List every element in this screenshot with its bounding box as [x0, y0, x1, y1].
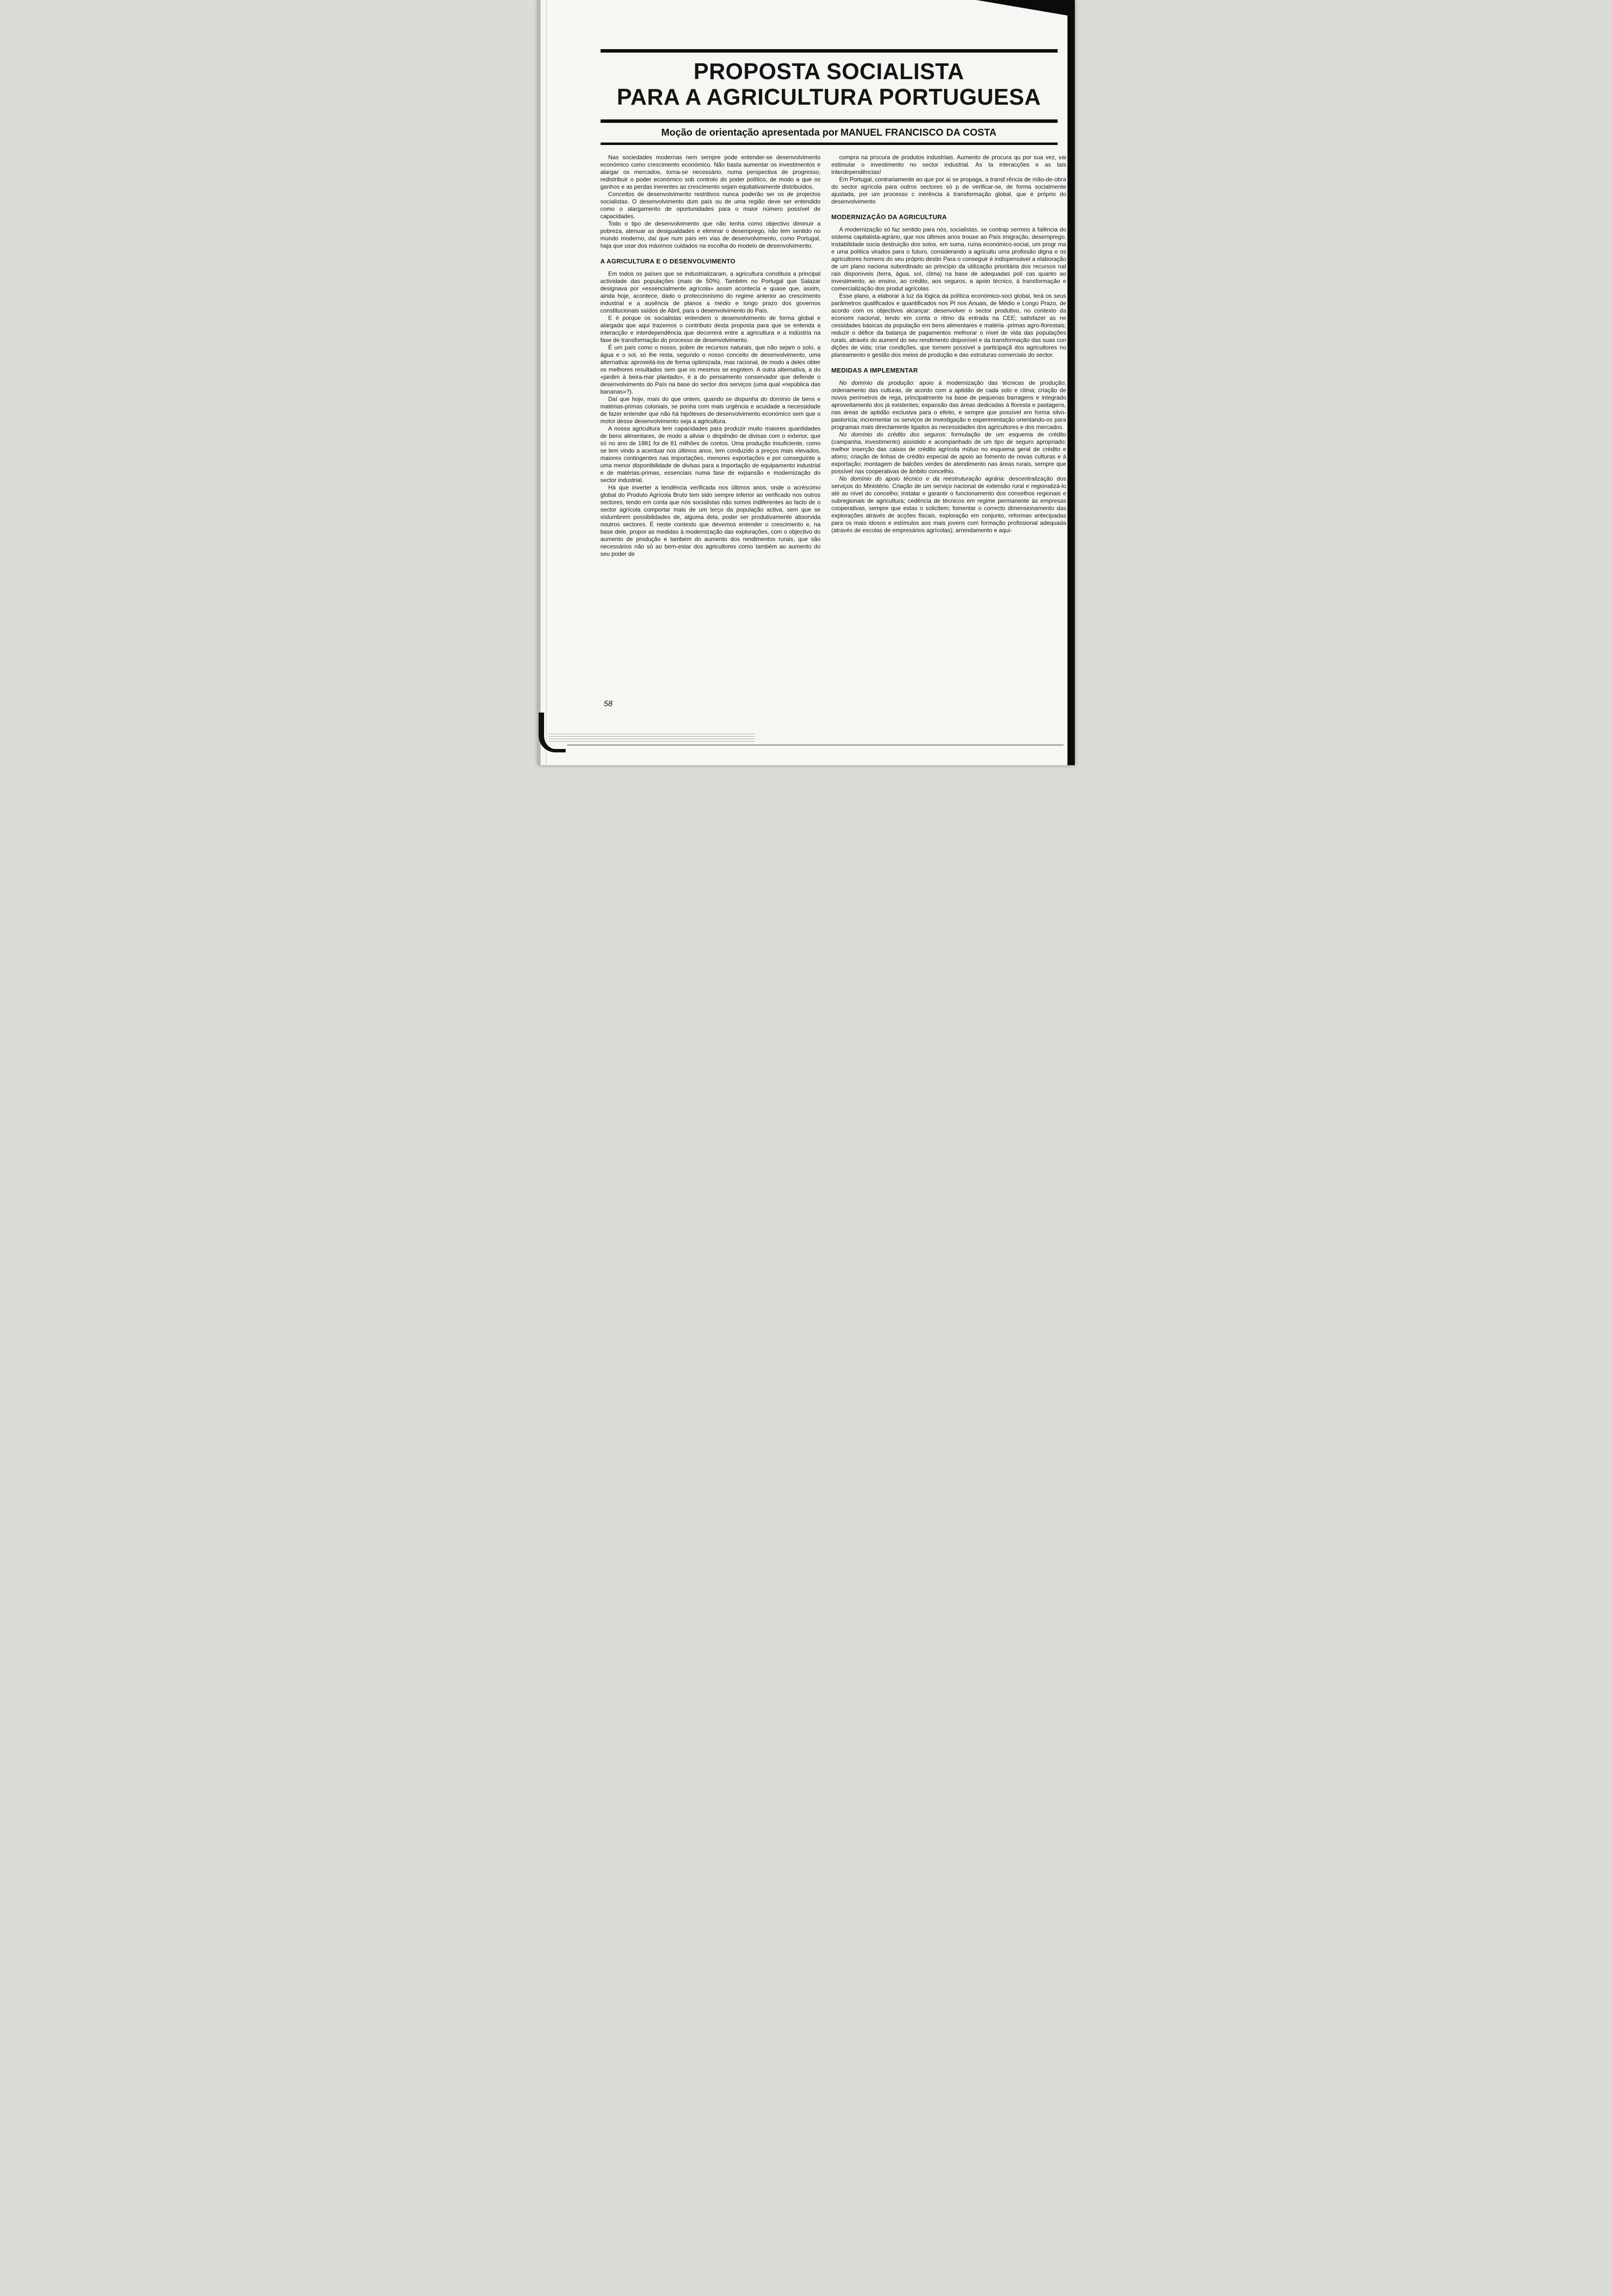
subtitle-author: MANUEL FRANCISCO DA COSTA	[840, 127, 997, 138]
scan-edge-strip	[1067, 0, 1075, 765]
scan-left-edge-line	[546, 0, 547, 765]
scan-bottom-rule	[567, 745, 1064, 746]
section-heading-modernizacao: MODERNIZAÇÃO DA AGRICULTURA	[831, 213, 947, 221]
right-continuation-paragraphs	[832, 154, 1066, 205]
paragraph: É um país como o nosso, pobre de recursos naturais, que não sejam o solo, a água e o sol, só lhe resta, segundo o nosso conceito de desenvolvimento, uma alternativa: aproveitá-los de forma optimizada, mas racional, de modo a deles obter os melhores resultados sem que os mesmos se esgotem. A outra alternativa, a do «jardim à beira-mar plantado», é a do pensamento conservador que defende o desenvolvimento do País na base do sector dos serviços (uma qual «república das bananas»?).	[600, 344, 821, 395]
paragraph: A modernização só faz sentido para nós, socialistas, se contrap sermos à falência do sistema capitalista-agrário, que nos últimos anos trouxe ao País imigração, desemprego, instabilidade socia destruição dos solos, em suma, ruína económico-social, um progr ma e uma política virados para o futuro, considerando a agricultu uma profissão digna e os agricultores homens do seu próprio destin Para o conseguir é indispensável a elaboração de um plano naciona subordinado ao princípio da utilização prioritária dos recursos nat rais disponíveis (terra, água, sol, clima) na base de adequadas polí cas quanto ao investimento, ao ensino, ao crédito, aos seguros, a apoio técnico, à transformação e comercialização dos produt agrícolas.	[831, 226, 1066, 292]
scan-corner-wedge	[977, 0, 1075, 17]
paragraph: compra na procura de produtos industriais. Aumento de procura qu por sua vez, vai estimular o investimento no sector industrial. As ta interacções e as tais interdependências!	[831, 154, 1066, 175]
paragraph-lead: No domínio do crédito dos seguros:	[839, 431, 951, 438]
paragraph: Em Portugal, contrariamente ao que por aí se propaga, a transf rência de mão-de-obra do sector agrícola para outros sectores só p de verificar-se, de forma socialmente ajustada, por um processo c inerência à transformação global, que é próprio do desenvolvimento	[831, 176, 1066, 205]
article-title-line2: PARA A AGRICULTURA PORTUGUESA	[617, 84, 1041, 110]
scan-corner-mark	[539, 713, 566, 752]
right-column	[832, 154, 1066, 558]
paragraph-lead: No domínio da produção:	[839, 379, 920, 386]
paragraph: No domínio do apoio técnico e da reestruturação agrária: descentralização dos serviços do Ministério. Criação de um serviço nacional de extensão rural e regionalizá-lo até ao nível do concelho; instalar e garantir o funcionamento dos conselhos regionais e subregionais de agricultura; cedência de técnicos em regime permanente às empresas cooperativas, sempre que estas o solicitem; fomentar o correcto dimensionamento das explorações através de acções fiscais, exploração em conjunto, reformas antecipadas para os mais idosos e estímulos aos mais jovens com formação profissional adequada (através de escolas de empresários agrícolas); arrendamento e aqui-	[831, 475, 1066, 534]
paragraph: Em todos os países que se industrializaram, a agricultura constituía a principal actividade das populações (mais de 50%). Também no Portugal que Salazar designava por «essencialmente agrícola» assim acontecia e quase que, assim, ainda hoje, acontece, dado o proteccionismo do regime anterior ao crescimento industrial e a ausência de planos a médio e longo prazo dos governos constitucionais saídos de Abril, para o desenvolvimento do País.	[600, 270, 821, 314]
section-heading-medidas: MEDIDAS A IMPLEMENTAR	[831, 367, 918, 374]
left-intro-paragraphs	[601, 154, 821, 250]
paragraph: Há que inverter a tendência verificada nos últimos anos, onde o acréscimo global do Produto Agrícola Bruto tem sido sempre inferior ao verificado nos outros sectores, tendo em conta que nós socialistas não somos indiferentes ao facto de o sector agrícola comportar mais de um terço da população activa, sem que se vislumbrem possibilidades de, alguma dela, poder ser produtivamente absorvida noutros sectores. É neste contexto que devemos entender o crescimento e, na base dele, propor as medidas à modernização das explorações, com o objectivo do aumento de produção e também do aumento dos rendimentos rurais, que são necessários não só ao bem-estar dos agricultores como também ao aumento do seu poder de	[600, 484, 821, 557]
paragraph: Todo o tipo de desenvolvimento que não tenha como objectivo diminuir a pobreza, atenuar as desigualdades e eliminar o desemprego, não tem sentido no mundo moderno, daí que num país em vias de desenvolvimento, como Portugal, haja que usar dos máximos cuidados na escolha do modelo de desenvolvimento.	[600, 220, 821, 249]
paragraph: Daí que hoje, mais do que ontem, quando se dispunha do domínio de bens e matérias-primas coloniais, se ponha com mais urgência e acuidade a necessidade de fazer entender que não há hipóteses de desenvolvimento económico sem que o motor desse desenvolvimento seja a agricultura.	[600, 396, 821, 425]
section-heading-agricultura-desenvolvimento: A AGRICULTURA E O DESENVOLVIMENTO	[600, 258, 736, 265]
paragraph: No domínio do crédito dos seguros: formulação de um esquema de crédito (campanha, investimento) assistido e acompanhado de um tipo de seguro apropriado; melhor inserção das caixas de crédito agrícola mútuo no esquema geral de crédito e aforro; criação de linhas de crédito especial de apoio ao fomento de novas culturas e à exportação; montagem de balcões verdes de atendimento nas áreas rurais, sempre que possível nas cooperativas de âmbito concelhio.	[831, 431, 1066, 475]
top-rule	[601, 49, 1058, 53]
paragraph-lead: No domínio do apoio técnico e da reestruturação agrária:	[839, 475, 1009, 482]
subtitle-text: Moção de orientação apresentada por	[661, 127, 838, 138]
scan-left-edge-shade	[538, 0, 541, 765]
page-number: 58	[604, 700, 613, 708]
article-title	[601, 58, 1058, 110]
paragraph: No domínio da produção: apoio à modernização das técnicas de produção; ordenamento das culturas, de acordo com a aptidão de cada solo e clima; criação de novos perímetros de rega, principalmente na base de pequenas barragens e integrado aproveitamento dos já existentes; expansão das áreas dedicadas à floresta e pastagens, nas áreas de aptidão exclusiva para o efeito, e sempre que possível em forma silvo-pastorícia; incrementar os serviços de investigação e experimentação orientando-os para programas mais directamente ligados às necessidades dos agricultores e dos mercados.	[831, 379, 1066, 430]
article-title-line1: PROPOSTA SOCIALISTA	[693, 58, 964, 84]
scanned-document-page	[538, 0, 1075, 765]
paragraph: Nas sociedades modernas nem sempre pode entender-se desenvolvimento económico como crescimento económico. Não basta aumentar os investimentos e alargar os mercados, torna-se necessário, numa perspectiva de progresso, redistribuir o poder económico sob controlo do poder político, de modo a que os ganhos e as perdas inerentes ao crescimento sejam equitativamente distribuídos.	[600, 154, 821, 190]
right-section1-paragraphs	[832, 226, 1066, 359]
paragraph: Conceitos de desenvolvimento restritivos nunca poderão ser os de projectos socialistas. O desenvolvimento dum país ou de uma região deve ser entendido como o alargamento de oportunidades para o maior número possível de capacidades.	[600, 191, 821, 220]
paragraph: E é porque os socialistas entendem o desenvolvimento de forma global e alargada que aqui trazemos o contributo desta proposta para que se entenda a interacção e interdependência que decorrerá entre a agricultura e a indústria na fase de transformação do processo de desenvolvimento.	[600, 315, 821, 344]
article-body	[601, 154, 1075, 558]
left-section-paragraphs	[601, 270, 821, 558]
paragraph: Esse plano, a elaborar à luz da lógica da política económico-soci global, terá os seus parâmetros qualificados e quantificados nos Pl nos Anuais, de Médio e Longo Prazo, de acordo com os objectivos alcançar: desenvolver o sector produtivo, no contexto da economi nacional, tendo em conta o ritmo da entrada na CEE; satisfazer as ne cessidades básicas da população em bens alimentares e matéria -primas agro-florestais; reduzir o défice da balança de pagamentos melhorar o nível de vida das populações rurais, através do aument do seu rendimento disponível e da transformação das suas con dições de vida; criar condições, que tornem possível a participaçã dos agricultores no planeamento e gestão dos meios de produção e das estruturas comerciais do sector.	[831, 292, 1066, 358]
subtitle-bar	[601, 119, 1058, 145]
paragraph: A nossa agricultura tem capacidades para produzir muito maiores quantidades de bens alimentares, de modo a aliviar o dispêndio de divisas com o exterior, que só no ano de 1981 foi de 81 milhões de contos. Uma produção insuficiente, como se tem vindo a acentuar nos últimos anos, tem conduzido a preços mais elevados, maiores contingentes nas importações, menores exportações e por conseguinte a uma menor disponibilidade de divisas para a importação de equipamento industrial e de matérias-primas, essenciais numa fase de expansão e modernização do sector industrial.	[600, 425, 821, 484]
scan-artifact-lines	[548, 734, 755, 742]
right-section2-paragraphs	[832, 379, 1066, 534]
left-column	[601, 154, 821, 558]
masthead	[601, 49, 1058, 145]
